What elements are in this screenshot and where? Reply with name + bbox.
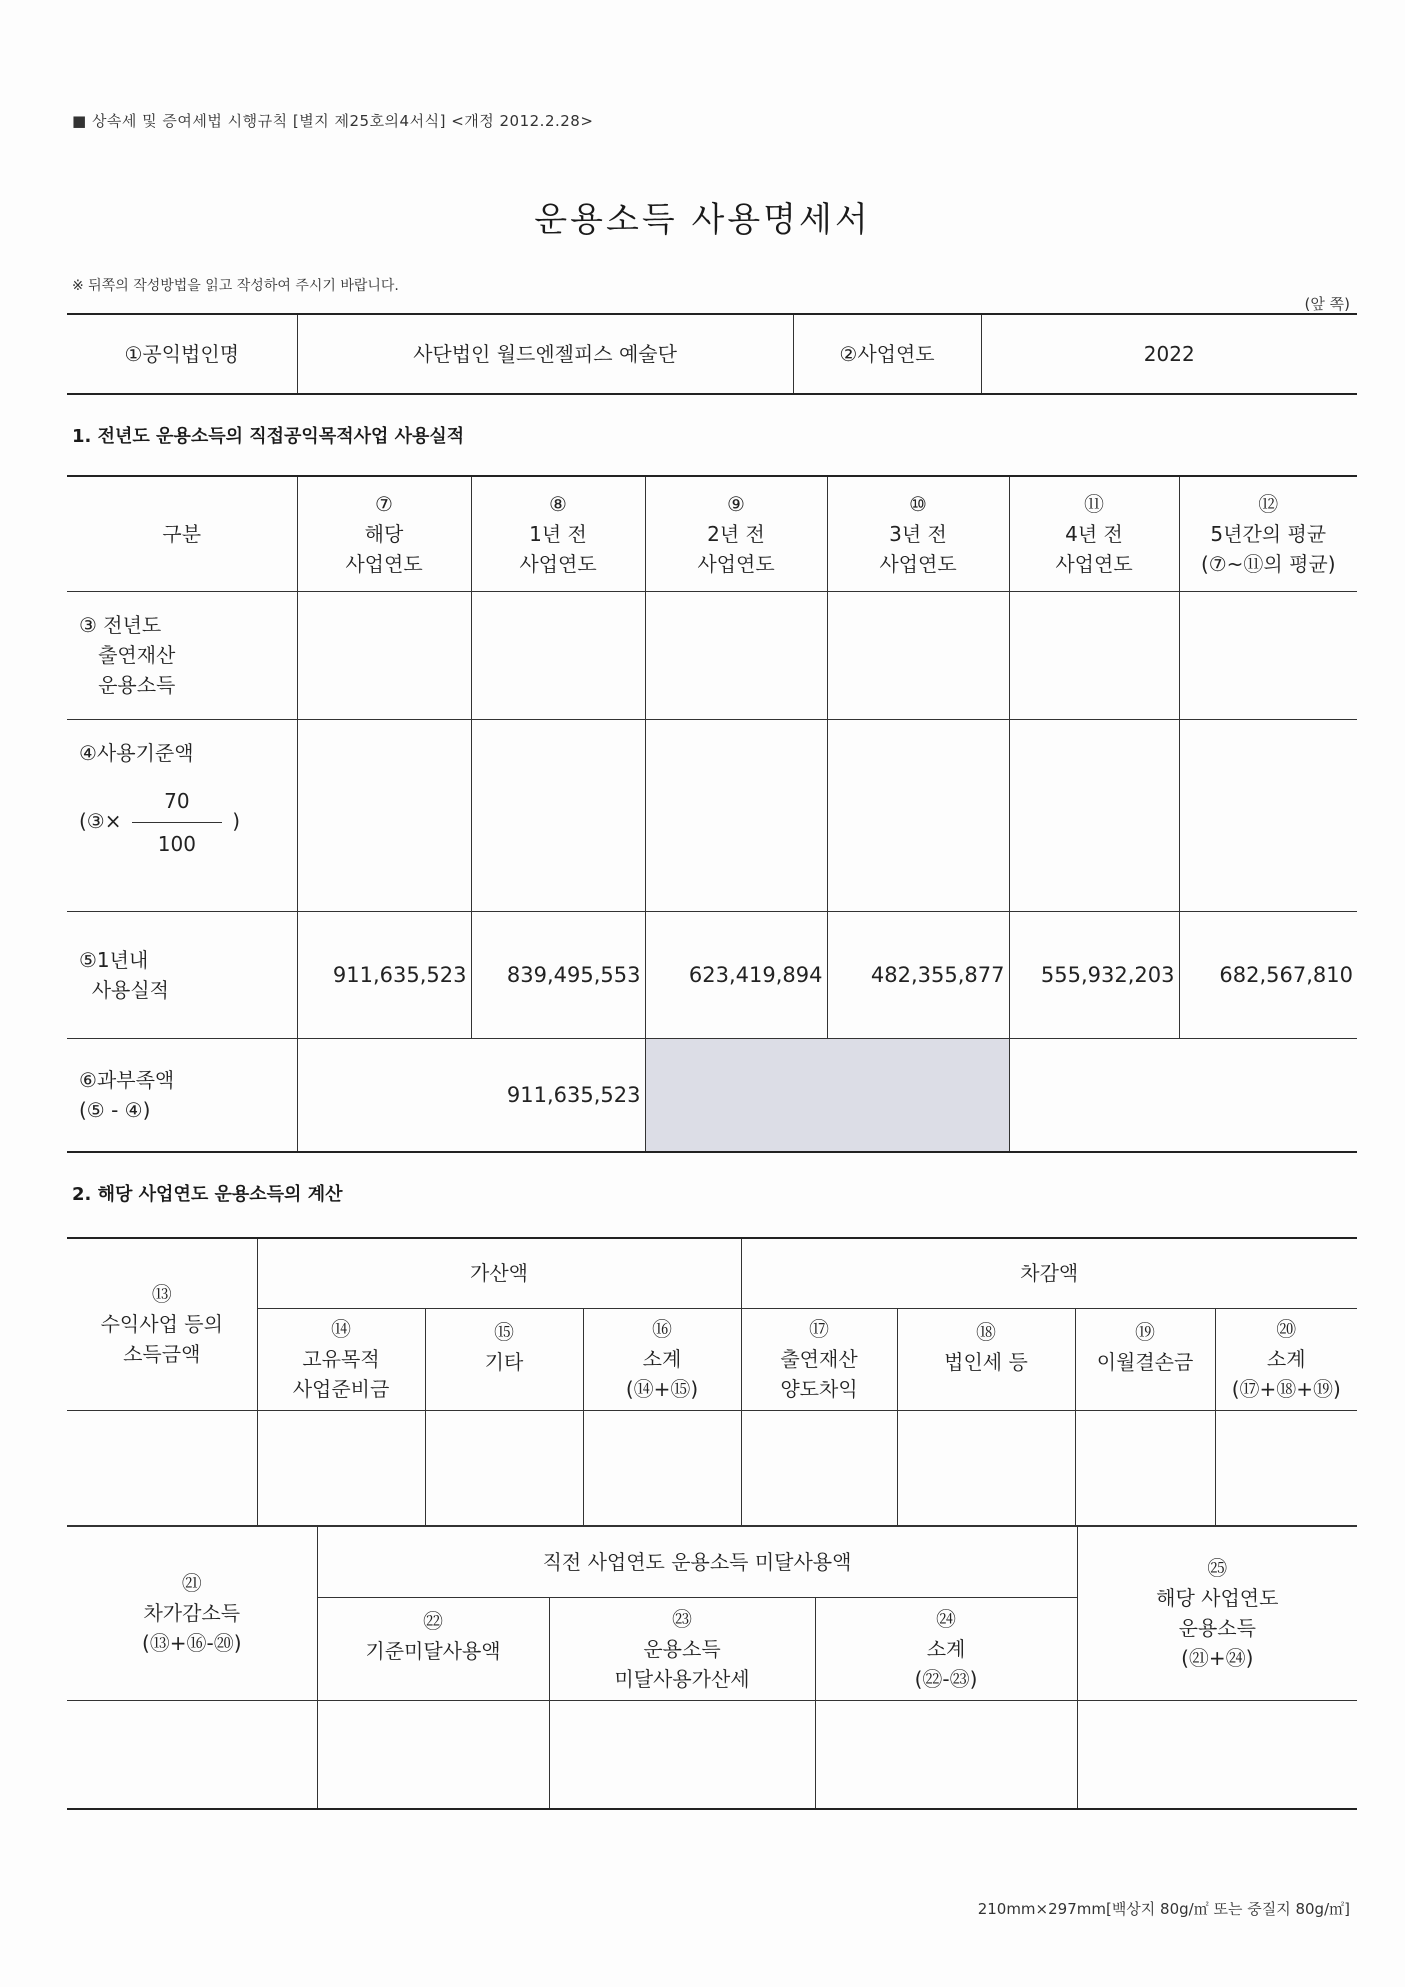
corp-name-label: ①공익법인명 [67, 314, 297, 394]
cell-empty [827, 591, 1009, 719]
section2-title: 2. 해당 사업연도 운용소득의 계산 [72, 1184, 343, 1205]
col-header-1y: ⑧ 1년 전 사업연도 [471, 476, 645, 591]
unused-header: 직전 사업연도 운용소득 미달사용액 [317, 1526, 1077, 1598]
business-year-label: ②사업연도 [793, 314, 981, 394]
capital-gain-header: ⑰ 출연재산 양도차익 [741, 1308, 897, 1410]
cell-empty [1215, 1410, 1357, 1526]
cell-empty [1179, 591, 1357, 719]
cell-empty [471, 591, 645, 719]
usage-avg: 682,567,810 [1179, 911, 1357, 1038]
cell-empty [549, 1701, 815, 1809]
usage-1y: 839,495,553 [471, 911, 645, 1038]
corp-name-value: 사단법인 월드엔젤피스 예술단 [297, 314, 793, 394]
paper-spec-footer: 210mm×297mm[백상지 80g/㎡ 또는 중질지 80g/㎡] [977, 1900, 1350, 1918]
usage-4y: 555,932,203 [1009, 911, 1179, 1038]
page-side-label: (앞 쪽) [1304, 295, 1350, 313]
section2-table-a [67, 1237, 1357, 1527]
other-header: ⑮ 기타 [425, 1308, 583, 1410]
add-header: 가산액 [257, 1238, 741, 1308]
row-prior-year-income [67, 591, 1357, 719]
row-shortfall [67, 1038, 1357, 1152]
current-income-header: ㉕ 해당 사업연도 운용소득 (㉑+㉔) [1077, 1526, 1357, 1701]
cell-empty [827, 719, 1009, 911]
net-income-header: ㉑ 차가감소득 (⑬+⑯-⑳) [67, 1526, 317, 1701]
cell-empty [1009, 1038, 1357, 1152]
row6-label: ⑥과부족액 (⑤ - ④) [67, 1038, 297, 1152]
base-shortfall-header: ㉒ 기준미달사용액 [317, 1598, 549, 1701]
income-amount-header: ⑬ 수익사업 등의 소득금액 [67, 1238, 257, 1410]
sub-header: 차감액 [741, 1238, 1357, 1308]
usage-3y: 482,355,877 [827, 911, 1009, 1038]
row5-label: ⑤1년내 사용실적 [67, 911, 297, 1038]
reserve-header: ⑭ 고유목적 사업준비금 [257, 1308, 425, 1410]
cell-empty [471, 719, 645, 911]
cell-empty [297, 719, 471, 911]
row4-label: ④사용기준액 (③× $\frac{70}{100}$ ) [67, 719, 297, 911]
corp-tax-header: ⑱ 법인세 등 [897, 1308, 1075, 1410]
col-header-current: ⑦ 해당 사업연도 [297, 476, 471, 591]
cell-empty [297, 591, 471, 719]
usage-current: 911,635,523 [297, 911, 471, 1038]
cell-empty [645, 591, 827, 719]
cell-empty [741, 1410, 897, 1526]
loss-carryover-header: ⑲ 이월결손금 [1075, 1308, 1215, 1410]
page-title: 운용소득 사용명세서 [534, 200, 871, 240]
cell-empty [897, 1410, 1075, 1526]
cell-empty [317, 1701, 549, 1809]
cell-empty [67, 1410, 257, 1526]
col-header-4y: ⑪ 4년 전 사업연도 [1009, 476, 1179, 591]
row-usage-base [67, 719, 1357, 911]
row-actual-usage [67, 911, 1357, 1038]
add-subtotal-header: ⑯ 소계 (⑭+⑮) [583, 1308, 741, 1410]
col-header-avg: ⑫ 5년간의 평균 (⑦~⑪의 평균) [1179, 476, 1357, 591]
cell-empty [1077, 1701, 1357, 1809]
section2-table-b [67, 1525, 1357, 1810]
cell-empty [645, 719, 827, 911]
section1-title: 1. 전년도 운용소득의 직접공익목적사업 사용실적 [72, 426, 465, 447]
category-header: 구분 [67, 476, 297, 591]
cell-empty [583, 1410, 741, 1526]
unused-subtotal-header: ㉔ 소계 (㉒-㉓) [815, 1598, 1077, 1701]
cell-empty [425, 1410, 583, 1526]
col-header-3y: ⑩ 3년 전 사업연도 [827, 476, 1009, 591]
row3-label: ③ 전년도 출연재산 운용소득 [67, 591, 297, 719]
cell-empty [1179, 719, 1357, 911]
instruction-note: ※ 뒤쪽의 작성방법을 읽고 작성하여 주시기 바랍니다. [72, 278, 399, 294]
cell-empty [1075, 1410, 1215, 1526]
business-year-value: 2022 [981, 314, 1357, 394]
cell-empty [1009, 719, 1179, 911]
section1-table [67, 475, 1357, 1153]
col-header-2y: ⑨ 2년 전 사업연도 [645, 476, 827, 591]
cell-empty [67, 1701, 317, 1809]
info-table [67, 313, 1357, 395]
usage-2y: 623,419,894 [645, 911, 827, 1038]
penalty-header: ㉓ 운용소득 미달사용가산세 [549, 1598, 815, 1701]
form-reference: ■ 상속세 및 증여세법 시행규칙 [별지 제25호의4서식] <개정 2012.2.28> [72, 112, 594, 130]
sub-subtotal-header: ⑳ 소계 (⑰+⑱+⑲) [1215, 1308, 1357, 1410]
shortfall-value: 911,635,523 [297, 1038, 645, 1152]
cell-empty [257, 1410, 425, 1526]
shaded-cell [645, 1038, 1009, 1152]
cell-empty [815, 1701, 1077, 1809]
fraction: $\frac{70}{100}$ [132, 786, 222, 859]
cell-empty [1009, 591, 1179, 719]
